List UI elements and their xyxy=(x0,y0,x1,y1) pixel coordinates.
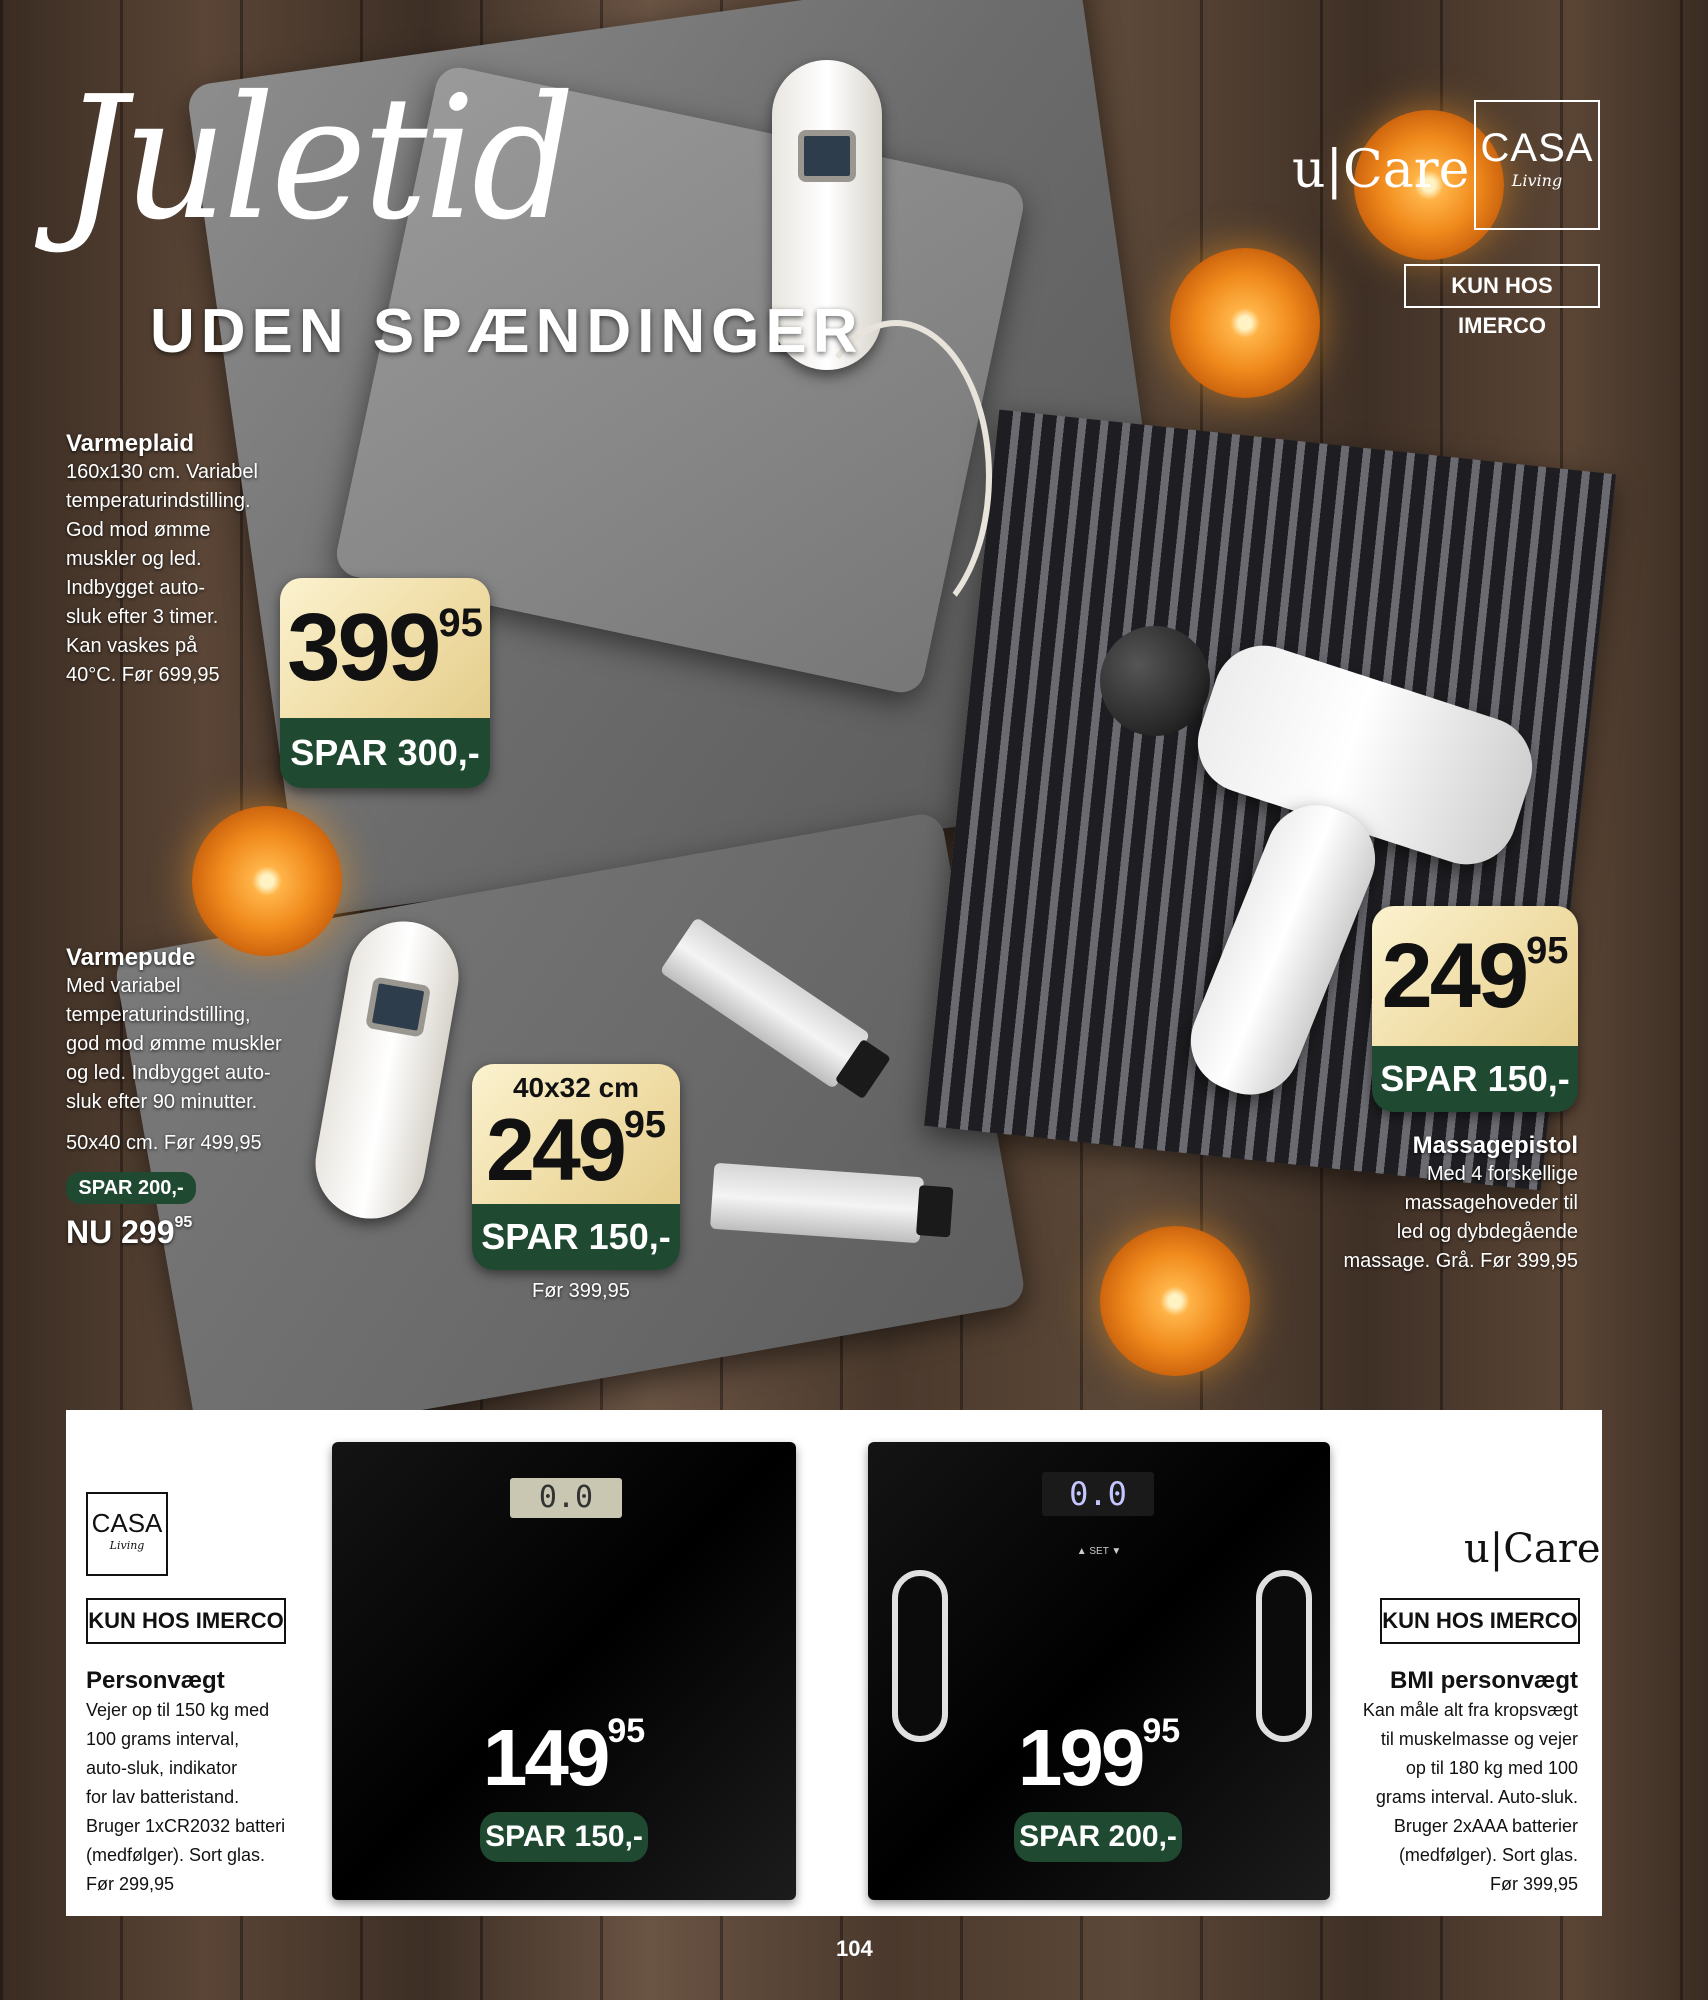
varmeplaid-info xyxy=(66,430,306,690)
exclusive-badge-top: KUN HOS IMERCO xyxy=(1404,264,1600,308)
bmi-set-label: ▲ SET ▼ xyxy=(1076,1546,1122,1557)
casa-living-logo xyxy=(1474,100,1600,230)
bmi-price-int: 199 xyxy=(1017,1713,1143,1802)
personvaegt-display: 0.0 xyxy=(510,1478,622,1518)
bmi-scale xyxy=(868,1442,1330,1900)
massagepistol-price: 249 xyxy=(1381,925,1527,1027)
varmepude-now: NU 299 xyxy=(66,1214,175,1250)
personvaegt-price xyxy=(332,1712,796,1804)
casa-logo-small-text: CASA xyxy=(91,1508,163,1538)
varmeplaid-price: 399 xyxy=(287,594,439,701)
personvaegt-desc-2: 100 grams interval, xyxy=(86,1729,240,1749)
page-number: 104 xyxy=(836,1936,873,1961)
varmepude-desc-1: Med variabel xyxy=(66,975,181,997)
varmepude-save: SPAR 200,- xyxy=(66,1172,196,1204)
varmeplaid-desc-4: muskler og led. xyxy=(66,548,202,570)
personvaegt-price-int: 149 xyxy=(482,1713,608,1802)
personvaegt-price-decimals: 95 xyxy=(607,1712,646,1750)
page-title-script: Juletid xyxy=(62,60,572,258)
personvaegt-info xyxy=(86,1666,310,1899)
massager-head-ball xyxy=(1100,626,1210,736)
massagepistol-desc-1: Med 4 forskellige xyxy=(1426,1163,1578,1185)
candle-2 xyxy=(1170,248,1320,398)
varmepude-desc-2: temperaturindstilling, xyxy=(66,1004,251,1026)
scales-panel xyxy=(66,1410,1602,1916)
massagepistol-desc-2: massagehoveder til xyxy=(1404,1192,1578,1214)
candle-4 xyxy=(1100,1226,1250,1376)
bmi-desc-2: til muskelmasse og vejer xyxy=(1380,1729,1578,1749)
casa-logo-sub: Living xyxy=(1511,171,1563,190)
bmi-desc-4: grams interval. Auto-sluk. xyxy=(1375,1787,1578,1807)
varmepude-size: 50x40 cm. Før 499,95 xyxy=(66,1132,262,1154)
massagepistol-save: SPAR 150,- xyxy=(1372,1046,1578,1112)
casa-living-logo-small xyxy=(86,1492,168,1576)
casa-logo-text: CASA xyxy=(1480,126,1594,170)
personvaegt-desc-7: Før 299,95 xyxy=(86,1874,175,1894)
varmeplaid-desc-3: God mod ømme xyxy=(66,519,211,541)
massagepistol-info xyxy=(1330,1132,1578,1276)
pude-large-price-decimals: 95 xyxy=(623,1104,667,1146)
massagepistol-desc-4: massage. Grå. Før 399,95 xyxy=(1343,1250,1578,1272)
varmeplaid-desc-8: 40°C. Før 699,95 xyxy=(66,664,220,686)
page-title-sub: UDEN SPÆNDINGER xyxy=(150,297,864,366)
massagepistol-name: Massagepistol xyxy=(1412,1132,1578,1159)
pude-large-before: Før 399,95 xyxy=(532,1280,630,1302)
pude-large-price-badge xyxy=(472,1064,680,1270)
bmi-desc-5: Bruger 2xAAA batterier xyxy=(1393,1816,1578,1836)
varmeplaid-desc-6: sluk efter 3 timer. xyxy=(66,606,219,628)
exclusive-badge-right: KUN HOS IMERCO xyxy=(1380,1598,1580,1644)
varmepude-desc-3: god mod ømme muskler xyxy=(66,1033,282,1055)
massagepistol-desc-3: led og dybdegående xyxy=(1396,1221,1578,1243)
candle-3 xyxy=(192,806,342,956)
bmi-desc-1: Kan måle alt fra kropsvægt xyxy=(1362,1700,1578,1720)
personvaegt-name: Personvægt xyxy=(86,1667,225,1694)
bmi-info xyxy=(1336,1666,1578,1899)
personvaegt-scale xyxy=(332,1442,796,1900)
varmepude-desc-5: sluk efter 90 minutter. xyxy=(66,1091,258,1113)
varmeplaid-desc-1: 160x130 cm. Variabel xyxy=(66,461,258,483)
varmepude-info xyxy=(66,944,326,1158)
varmeplaid-price-badge xyxy=(280,578,490,788)
bmi-name: BMI personvægt xyxy=(1389,1667,1578,1694)
bmi-price xyxy=(868,1712,1330,1804)
ucare-logo: u|Care xyxy=(1292,140,1470,200)
bmi-desc-3: op til 180 kg med 100 xyxy=(1405,1758,1578,1778)
bmi-desc-7: Før 399,95 xyxy=(1489,1874,1578,1894)
massagepistol-price-badge xyxy=(1372,906,1578,1112)
bmi-display: 0.0 xyxy=(1042,1472,1154,1516)
pude-large-size: 40x32 cm xyxy=(512,1072,640,1103)
varmeplaid-desc-7: Kan vaskes på xyxy=(66,635,198,657)
casa-logo-small-sub: Living xyxy=(109,1539,145,1552)
personvaegt-desc-1: Vejer op til 150 kg med xyxy=(86,1700,270,1720)
exclusive-badge-left: KUN HOS IMERCO xyxy=(86,1598,286,1644)
varmeplaid-price-decimals: 95 xyxy=(438,601,483,645)
bmi-price-decimals: 95 xyxy=(1142,1712,1181,1750)
varmeplaid-name: Varmeplaid xyxy=(66,430,195,457)
varmeplaid-save: SPAR 300,- xyxy=(280,718,490,788)
pude-large-save: SPAR 150,- xyxy=(472,1204,680,1270)
massagepistol-price-decimals: 95 xyxy=(1526,930,1569,972)
varmeplaid-desc-2: temperaturindstilling. xyxy=(66,490,251,512)
bmi-desc-6: (medfølger). Sort glas. xyxy=(1398,1845,1578,1865)
personvaegt-desc-5: Bruger 1xCR2032 batteri xyxy=(86,1816,286,1836)
pude-large-price: 249 xyxy=(485,1100,624,1199)
personvaegt-desc-3: auto-sluk, indikator xyxy=(86,1758,238,1778)
varmepude-now-decimals: 95 xyxy=(174,1214,193,1231)
personvaegt-desc-4: for lav batteristand. xyxy=(86,1787,240,1807)
varmeplaid-desc-5: Indbygget auto- xyxy=(66,577,205,599)
varmepude-now-price xyxy=(66,1214,192,1251)
bmi-save: SPAR 200,- xyxy=(1014,1812,1182,1862)
personvaegt-desc-6: (medfølger). Sort glas. xyxy=(86,1845,266,1865)
varmepude-desc-4: og led. Indbygget auto- xyxy=(66,1062,271,1084)
ucare-logo-small: u|Care xyxy=(1464,1526,1601,1572)
personvaegt-save: SPAR 150,- xyxy=(480,1812,648,1862)
varmepude-name: Varmepude xyxy=(66,944,196,971)
